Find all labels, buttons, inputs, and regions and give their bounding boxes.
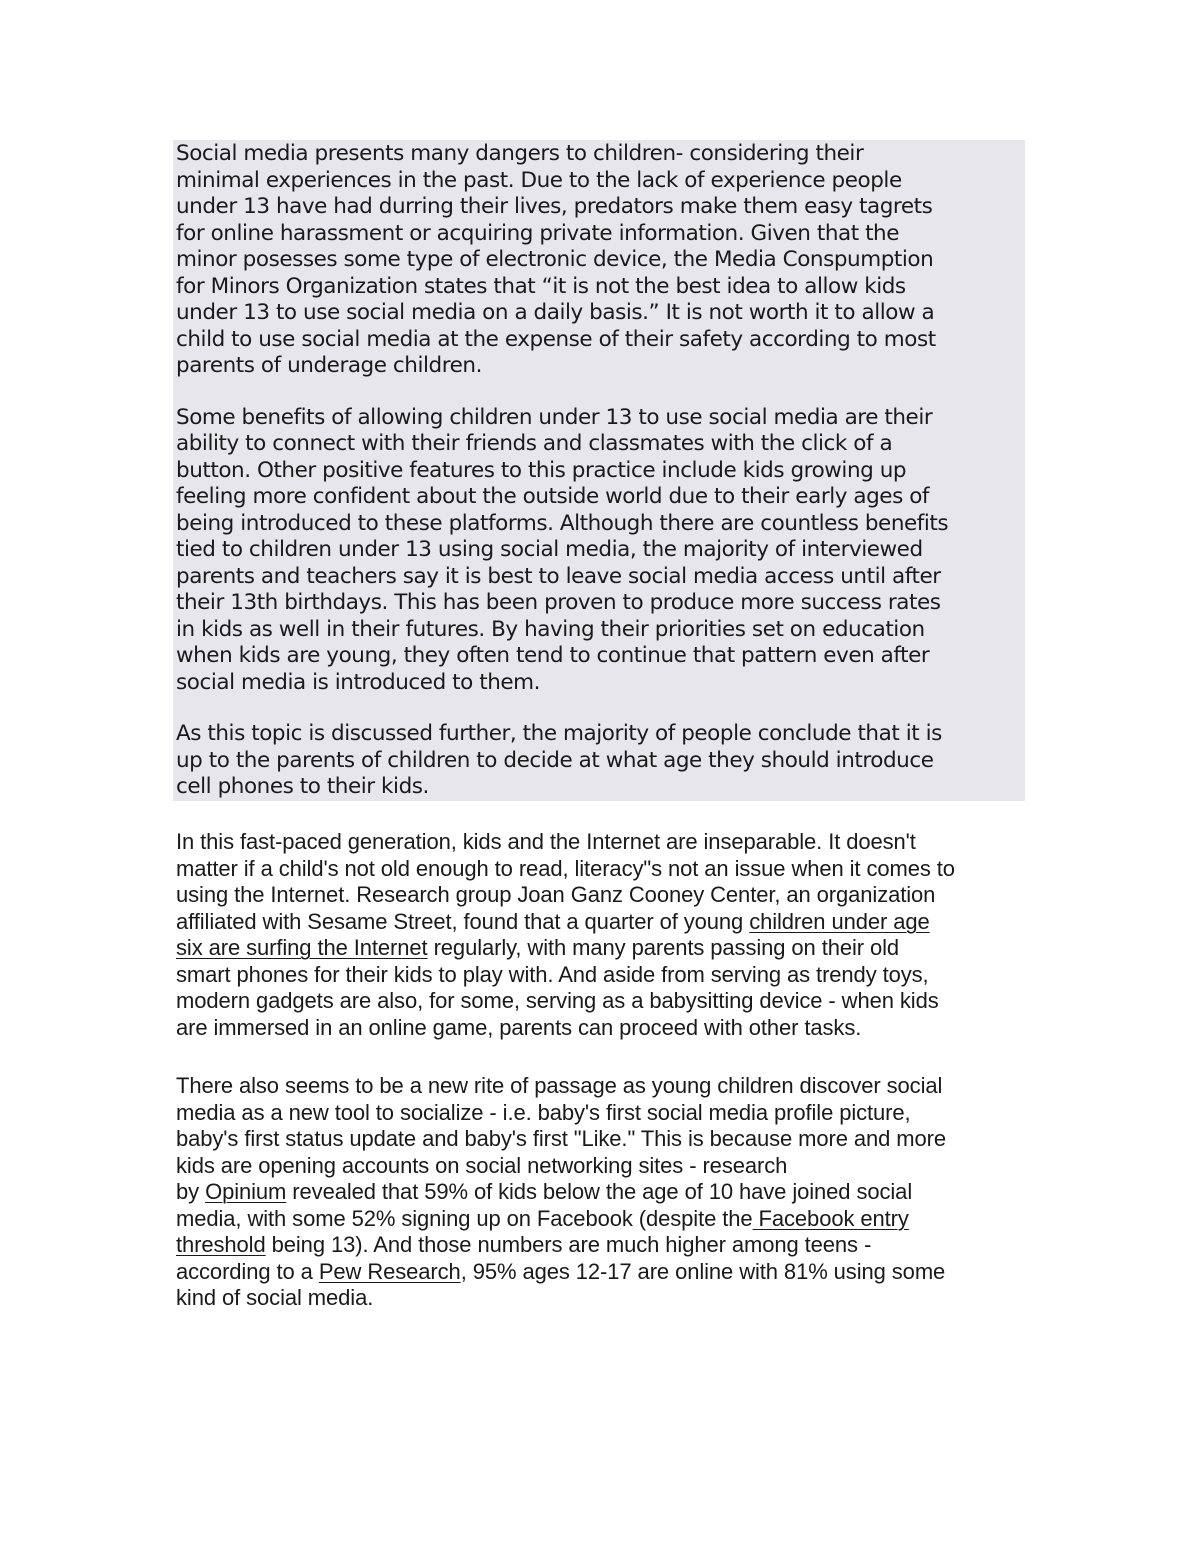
text-line: ability to connect with their friends and classmates with the click of a xyxy=(176,431,893,456)
text-run: , 95% ages 12-17 are online with 81% using some xyxy=(460,1258,946,1284)
paragraph-internet-generation xyxy=(176,829,955,1041)
text-line: Social media presents many dangers to children- considering their xyxy=(176,141,864,166)
text-run: by xyxy=(176,1179,206,1204)
link-pew-research[interactable]: Pew Research xyxy=(318,1258,461,1284)
text-line xyxy=(176,1259,946,1286)
text-run: affiliated with Sesame Street, found that a quarter of young xyxy=(176,908,750,934)
text-line: button. Other positive features to this practice include kids growing up xyxy=(176,457,907,483)
text-run: media, with some 52% signing up on Facebook (despite the xyxy=(176,1205,753,1231)
text-line: up to the parents of children to decide at what age they should introduce xyxy=(176,747,934,773)
paragraph-conclusion xyxy=(176,721,942,801)
text-line: under 13 to use social media on a daily basis.” It is not worth it to allow a xyxy=(176,300,935,325)
text-run: being 13). And those numbers are much higher among teens - xyxy=(265,1232,872,1257)
text-line: kind of social media. xyxy=(176,1285,374,1310)
text-run: according to a xyxy=(176,1258,319,1284)
link-children-under-age-six[interactable]: children under age xyxy=(749,908,930,934)
link-opinium[interactable]: Opinium xyxy=(205,1179,287,1204)
text-line: In this fast-paced generation, kids and the Internet are inseparable. It doesn't xyxy=(176,829,916,854)
text-line: There also seems to be a new rite of passage as young children discover social xyxy=(176,1073,943,1098)
text-line: when kids are young, they often tend to continue that pattern even after xyxy=(176,643,930,668)
text-line: kids are opening accounts on social networking sites - research xyxy=(176,1152,788,1178)
text-line: As this topic is discussed further, the majority of people conclude that it is xyxy=(176,721,942,746)
text-line: cell phones to their kids. xyxy=(176,774,429,799)
text-line: parents of underage children. xyxy=(176,353,482,378)
text-run: regularly, with many parents passing on their old xyxy=(427,935,900,960)
text-run: revealed that 59% of kids below the age of 10 have joined social xyxy=(286,1179,913,1204)
text-line: child to use social media at the expense of their safety according to most xyxy=(176,326,936,352)
link-facebook-entry-threshold-cont[interactable]: threshold xyxy=(176,1232,266,1257)
text-line: parents and teachers say it is best to leave social media access until after xyxy=(176,563,941,589)
text-line: under 13 have had durring their lives, predators make them easy tagrets xyxy=(176,194,933,219)
text-line: media as a new tool to socialize - i.e. baby's first social media profile picture, xyxy=(176,1099,911,1125)
text-line: are immersed in an online game, parents can proceed with other tasks. xyxy=(176,1014,862,1040)
text-line: using the Internet. Research group Joan Ganz Cooney Center, an organization xyxy=(176,882,936,907)
text-line: feeling more confident about the outside world due to their early ages of xyxy=(176,484,930,509)
text-line xyxy=(176,1206,946,1233)
text-line xyxy=(176,1179,946,1206)
text-line: for online harassment or acquiring private information. Given that the xyxy=(176,220,900,246)
text-line: in kids as well in their futures. By having their priorities set on education xyxy=(176,616,925,642)
text-line: minor posesses some type of electronic device, the Media Conspumption xyxy=(176,247,934,272)
text-line: smart phones for their kids to play with. And aside from serving as trendy toys, xyxy=(176,961,929,987)
text-line: minimal experiences in the past. Due to the lack of experience people xyxy=(176,167,902,193)
text-line: their 13th birthdays. This has been proven to produce more success rates xyxy=(176,590,941,615)
text-line: baby's first status update and baby's first "Like." This is because more and more xyxy=(176,1126,947,1151)
paragraph-rite-of-passage xyxy=(176,1073,946,1312)
text-line xyxy=(176,935,955,962)
text-line: for Minors Organization states that “it is not the best idea to allow kids xyxy=(176,273,906,299)
text-line: matter if a child's not old enough to read, literacy"s not an issue when it comes to xyxy=(176,855,955,881)
link-facebook-entry-threshold[interactable]: Facebook entry xyxy=(752,1205,909,1231)
paragraph-benefits xyxy=(176,405,948,697)
text-line xyxy=(176,1232,946,1259)
text-line: being introduced to these platforms. Although there are countless benefits xyxy=(176,510,949,536)
link-children-under-age-six-cont[interactable]: six are surfing the Internet xyxy=(176,935,428,960)
text-line xyxy=(176,909,955,936)
text-line: tied to children under 13 using social media, the majority of interviewed xyxy=(176,537,923,562)
text-line: Some benefits of allowing children under 13 to use social media are their xyxy=(176,404,933,430)
text-line: social media is introduced to them. xyxy=(176,669,541,695)
text-line: modern gadgets are also, for some, serving as a babysitting device - when kids xyxy=(176,988,939,1013)
paragraph-dangers xyxy=(176,141,936,380)
